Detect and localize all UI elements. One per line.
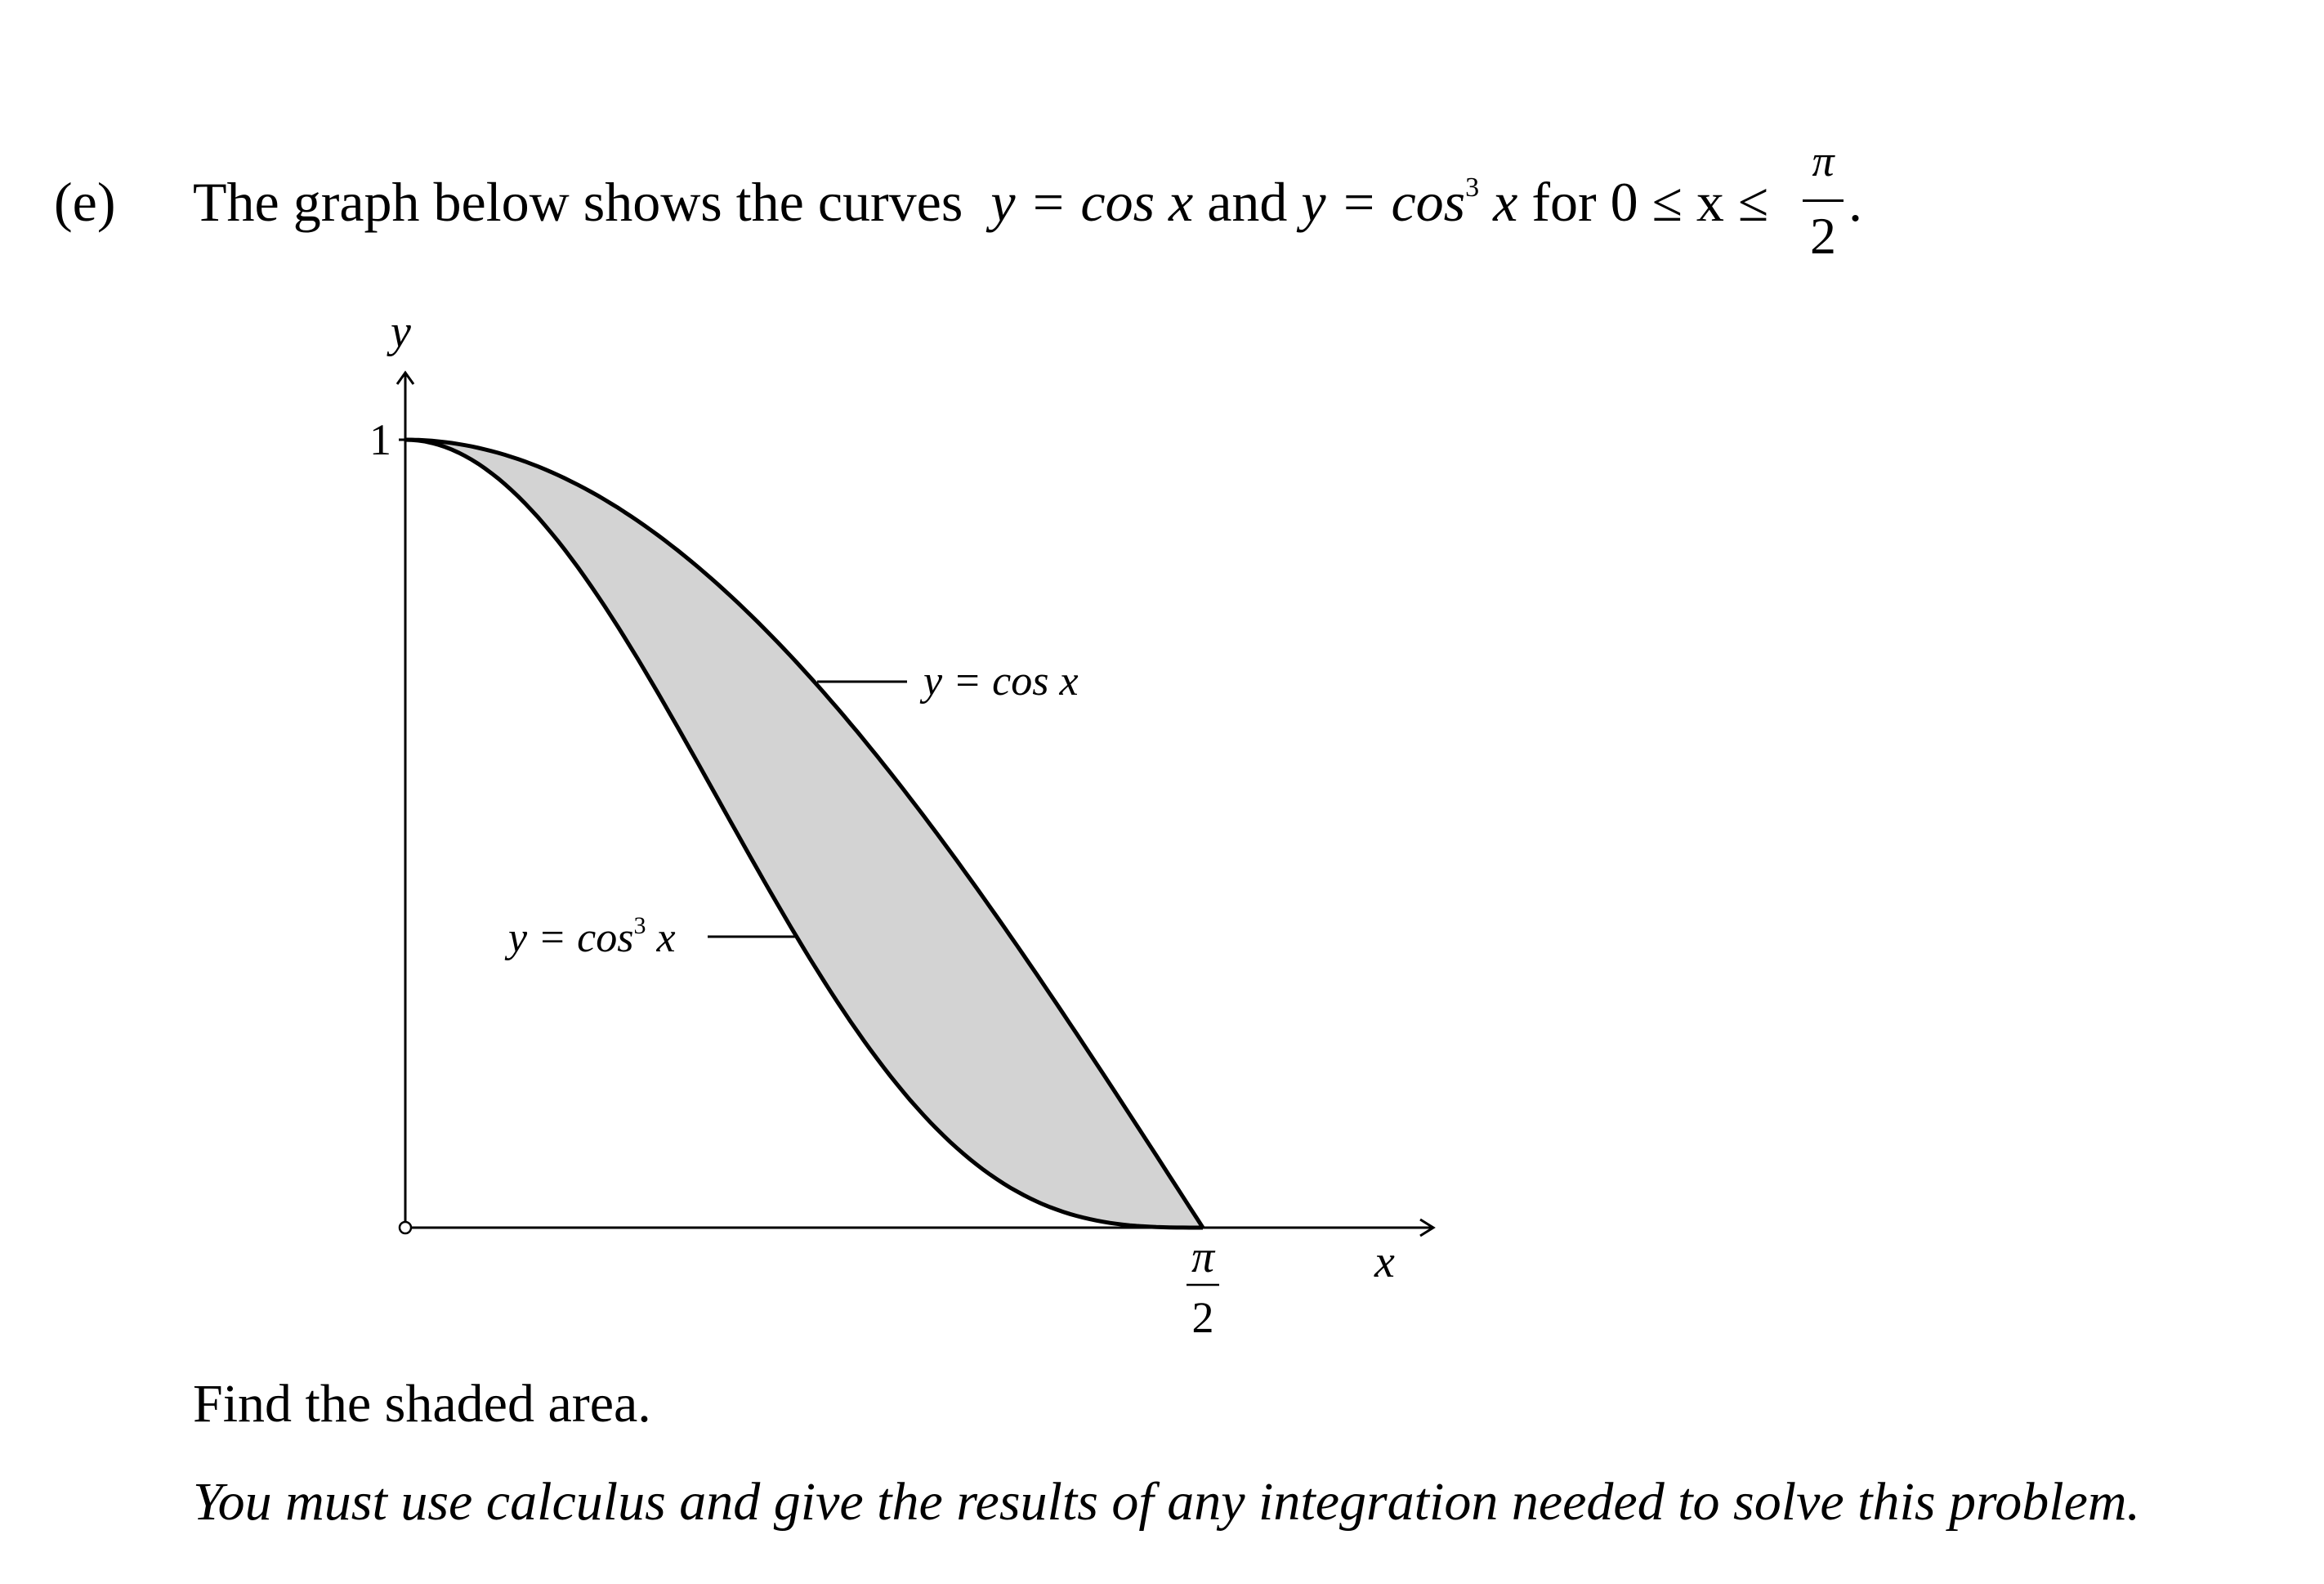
x-axis-label: x	[1374, 1237, 1395, 1287]
question-label: (e)	[54, 171, 116, 233]
domain-denominator: 2	[1810, 207, 1836, 265]
domain-numerator: π	[1812, 136, 1835, 186]
curve2-base: y = cos	[1301, 171, 1466, 233]
y-axis-label: y	[391, 307, 411, 357]
y-tick-label: 1	[369, 415, 391, 464]
label-cos: y = cos x	[923, 658, 1079, 705]
shaded-region	[405, 440, 1203, 1228]
domain-text: for 0 ≤ x ≤	[1531, 171, 1769, 233]
statement-prefix: The graph below shows the curves	[193, 171, 963, 233]
instruction-text: Find the shaded area.	[193, 1374, 651, 1434]
curve1-expression: y = cos x	[990, 171, 1194, 233]
x-tick-two: 2	[1191, 1293, 1214, 1342]
x-tick-pi: π	[1191, 1232, 1215, 1282]
origin-marker	[400, 1222, 411, 1233]
curve2-var: x	[1493, 171, 1518, 233]
statement-joiner: and	[1207, 171, 1288, 233]
curve2-exponent: 3	[1465, 172, 1480, 204]
statement-end: .	[1848, 171, 1862, 233]
label-cos3: $y = \cos^3 x$	[508, 912, 676, 961]
calculus-note: You must use calculus and give the results of any integration needed to solve this problem.	[193, 1472, 2141, 1532]
